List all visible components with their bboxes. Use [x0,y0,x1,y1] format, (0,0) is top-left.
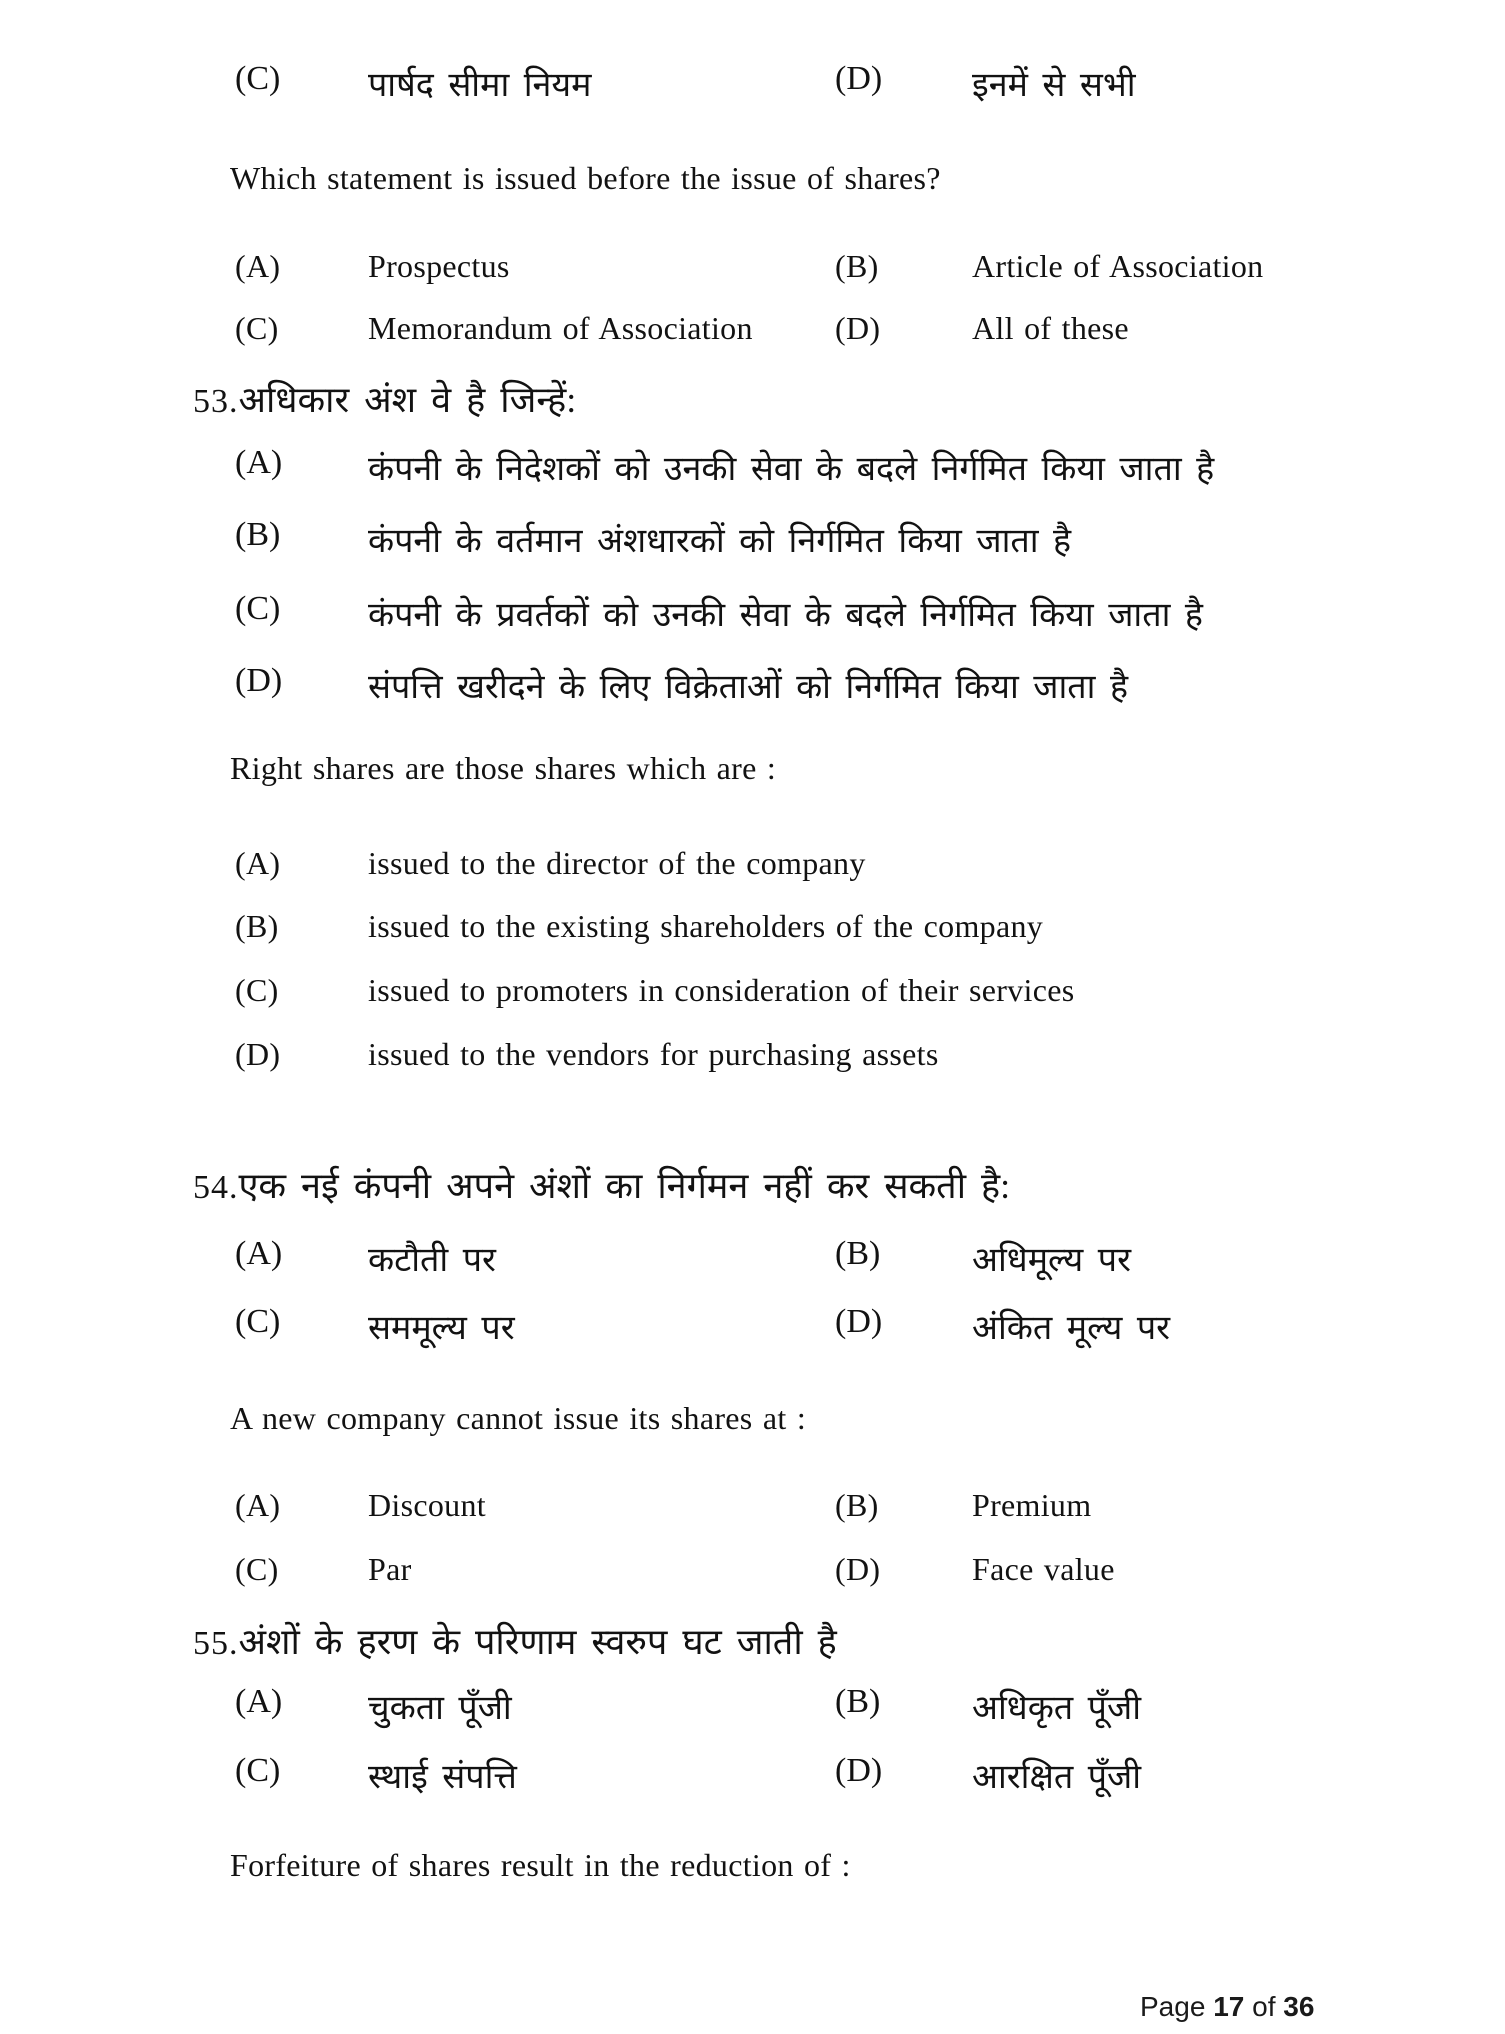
option-label: (A) [235,248,281,284]
page-number-footer [1140,1991,1314,2023]
option-text: issued to the existing shareholders of the company [368,908,1044,944]
option-label: (B) [835,1487,879,1523]
option-text: Article of Association [972,248,1264,284]
option-text: All of these [972,310,1129,346]
question-number: 55. [193,1625,239,1662]
q53-hindi-option-row [0,662,1505,710]
option-label: (C) [235,972,279,1008]
option-label: (D) [235,1036,281,1072]
option-label: (B) [835,248,879,284]
option-text: स्थाई संपत्ति [368,1759,517,1796]
option-label: (B) [835,1683,881,1720]
option-text: इनमें से सभी [972,67,1136,104]
q55-hindi-option-row [0,1752,1505,1800]
option-label: (C) [235,1551,279,1587]
current-page-number: 17 [1213,1991,1245,2022]
question-number: 53. [193,383,239,420]
option-text: issued to the director of the company [368,845,866,881]
option-text: Premium [972,1487,1092,1523]
q53-english-option-row [0,908,1505,956]
option-text: Face value [972,1551,1115,1587]
q54-english-question: A new company cannot issue its shares at : [230,1400,807,1436]
option-text: पार्षद सीमा नियम [368,67,592,104]
q52-english-option-row [0,248,1505,296]
option-label: (B) [835,1235,881,1272]
question-text: अंशों के हरण के परिणाम स्वरुप घट जाती है [238,1622,837,1662]
question-text: एक नई कंपनी अपने अंशों का निर्गमन नहीं कर सकती है: [238,1166,1011,1206]
option-label: (C) [235,60,281,97]
q54-english-option-row [0,1487,1505,1535]
option-text: आरक्षित पूँजी [972,1759,1142,1796]
option-label: (C) [235,1303,281,1340]
q53-hindi-option-row [0,444,1505,492]
q53-hindi-question [193,374,576,423]
q53-english-option-row [0,972,1505,1020]
option-text: कटौती पर [368,1242,496,1279]
q53-english-question: Right shares are those shares which are : [230,750,777,786]
option-text: संपत्ति खरीदने के लिए विक्रेताओं को निर्गमित किया जाता है [368,669,1129,706]
q54-hindi-option-row [0,1235,1505,1283]
option-label: (D) [835,1752,883,1789]
option-text: कंपनी के निदेशकों को उनकी सेवा के बदले निर्गमित किया जाता है [368,451,1215,488]
q53-english-option-row [0,845,1505,893]
option-text: Memorandum of Association [368,310,753,346]
q54-hindi-question [193,1160,1010,1209]
option-text: Prospectus [368,248,510,284]
option-label: (C) [235,310,279,346]
option-label: (A) [235,1235,283,1272]
option-text: सममूल्य पर [368,1310,515,1347]
q54-english-option-row [0,1551,1505,1599]
q54-hindi-option-row [0,1303,1505,1351]
option-label: (A) [235,1683,283,1720]
option-label: (C) [235,590,281,627]
of-label: of [1252,1991,1276,2022]
option-text: issued to the vendors for purchasing assets [368,1036,939,1072]
option-text: अधिमूल्य पर [972,1242,1131,1279]
option-text: Par [368,1551,412,1587]
option-label: (C) [235,1752,281,1789]
page-label: Page [1140,1991,1206,2022]
question-number: 54. [193,1169,239,1206]
option-label: (B) [235,908,279,944]
option-text: कंपनी के वर्तमान अंशधारकों को निर्गमित किया जाता है [368,523,1072,560]
option-text: issued to promoters in consideration of their services [368,972,1075,1008]
option-label: (D) [835,60,883,97]
q52-english-question: Which statement is issued before the issue of shares? [230,160,941,196]
option-label: (D) [835,1303,883,1340]
option-label: (D) [835,310,881,346]
q53-hindi-option-row [0,590,1505,638]
option-label: (A) [235,845,281,881]
option-label: (A) [235,1487,281,1523]
option-text: Discount [368,1487,486,1523]
q53-english-option-row [0,1036,1505,1084]
question-text: अधिकार अंश वे है जिन्हें: [238,380,577,420]
total-page-count: 36 [1283,1991,1315,2022]
q55-hindi-option-row [0,1683,1505,1731]
q55-english-question: Forfeiture of shares result in the reduction of : [230,1847,851,1883]
option-label: (D) [235,662,283,699]
q52-english-option-row [0,310,1505,358]
q53-hindi-option-row [0,516,1505,564]
option-label: (B) [235,516,281,553]
option-text: अधिकृत पूँजी [972,1690,1142,1727]
option-label: (D) [835,1551,881,1587]
q52-hindi-option-row [0,60,1505,108]
option-text: चुकता पूँजी [368,1690,512,1727]
option-text: कंपनी के प्रवर्तकों को उनकी सेवा के बदले निर्गमित किया जाता है [368,597,1203,634]
option-label: (A) [235,444,283,481]
option-text: अंकित मूल्य पर [972,1310,1171,1347]
q55-hindi-question [193,1616,837,1665]
